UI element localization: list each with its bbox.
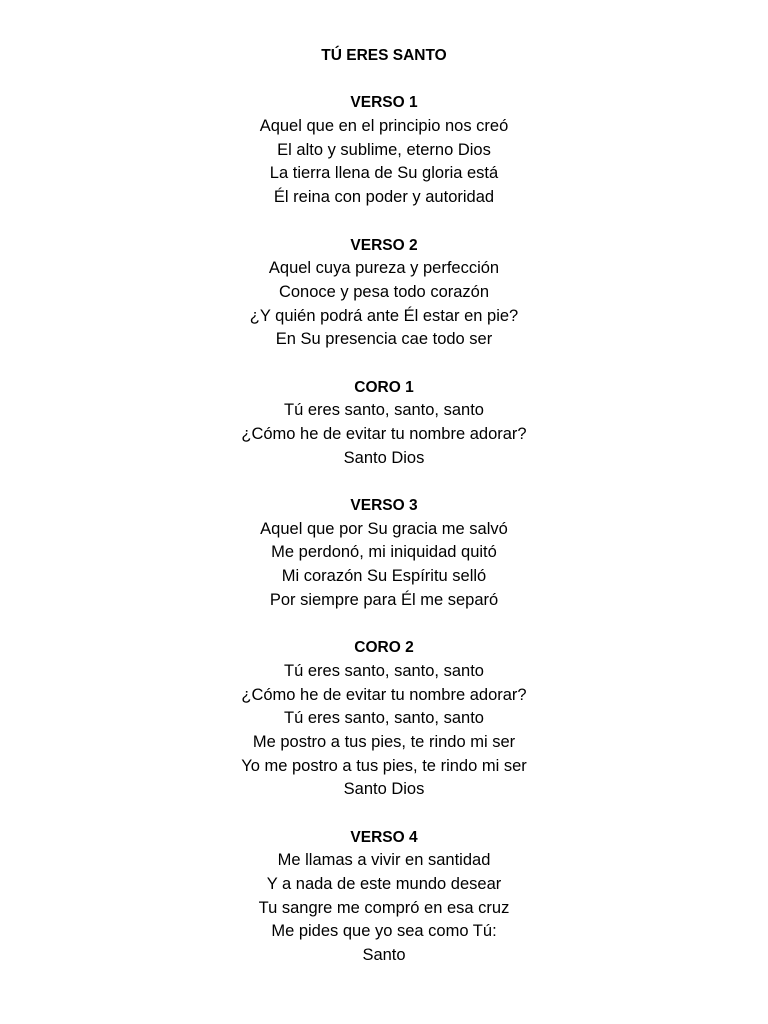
lyric-line: Me postro a tus pies, te rindo mi ser — [252, 732, 516, 751]
section-heading: VERSO 3 — [350, 497, 418, 515]
lyric-line: Santo Dios — [343, 448, 425, 467]
section-coro-2 — [0, 636, 768, 802]
lyric-line: El alto y sublime, eterno Dios — [277, 140, 491, 159]
section-verso-1 — [0, 91, 768, 209]
lyric-line: Santo — [362, 946, 406, 965]
section-heading: VERSO 4 — [350, 828, 418, 846]
section-coro-1 — [0, 376, 768, 471]
section-verso-2 — [0, 234, 768, 352]
lyrics-page — [0, 44, 768, 968]
lyric-line: Santo Dios — [343, 780, 425, 799]
lyric-line: En Su presencia cae todo ser — [275, 330, 493, 349]
lyric-line: Tú eres santo, santo, santo — [284, 401, 484, 420]
lyric-line: Por siempre para Él me separó — [269, 590, 499, 609]
section-heading: CORO 1 — [354, 378, 414, 396]
lyric-line: Aquel que por Su gracia me salvó — [260, 519, 508, 538]
section-heading: VERSO 1 — [350, 94, 418, 112]
song-title: TÚ ERES SANTO — [321, 47, 447, 64]
section-verso-4 — [0, 826, 768, 968]
section-verso-3 — [0, 494, 768, 612]
lyric-line: Aquel cuya pureza y perfección — [268, 259, 500, 278]
lyric-line: Tú eres santo, santo, santo — [284, 661, 484, 680]
lyric-line: ¿Cómo he de evitar tu nombre adorar? — [241, 685, 527, 704]
section-heading: CORO 2 — [354, 639, 414, 657]
lyric-line: Yo me postro a tus pies, te rindo mi ser — [241, 756, 527, 775]
lyric-line: Conoce y pesa todo corazón — [278, 282, 490, 301]
lyric-line: ¿Cómo he de evitar tu nombre adorar? — [241, 425, 527, 443]
lyric-line: Mi corazón Su Espíritu selló — [281, 567, 487, 586]
lyric-line: Él reina con poder y autoridad — [273, 188, 495, 207]
lyric-line: Me perdonó, mi iniquidad quitó — [271, 543, 497, 562]
lyric-line: ¿Y quién podrá ante Él estar en pie? — [249, 306, 519, 325]
section-heading: VERSO 2 — [350, 236, 418, 254]
lyric-line: Me llamas a vivir en santidad — [277, 851, 491, 870]
lyric-line: Tú eres santo, santo, santo — [284, 709, 484, 728]
lyric-line: Tu sangre me compró en esa cruz — [258, 898, 510, 917]
lyric-line: Me pides que yo sea como Tú: — [271, 922, 497, 941]
lyric-line: La tierra llena de Su gloria está — [269, 164, 499, 183]
lyric-line: Aquel que en el principio nos creó — [259, 117, 509, 136]
lyric-line: Y a nada de este mundo desear — [266, 875, 502, 894]
